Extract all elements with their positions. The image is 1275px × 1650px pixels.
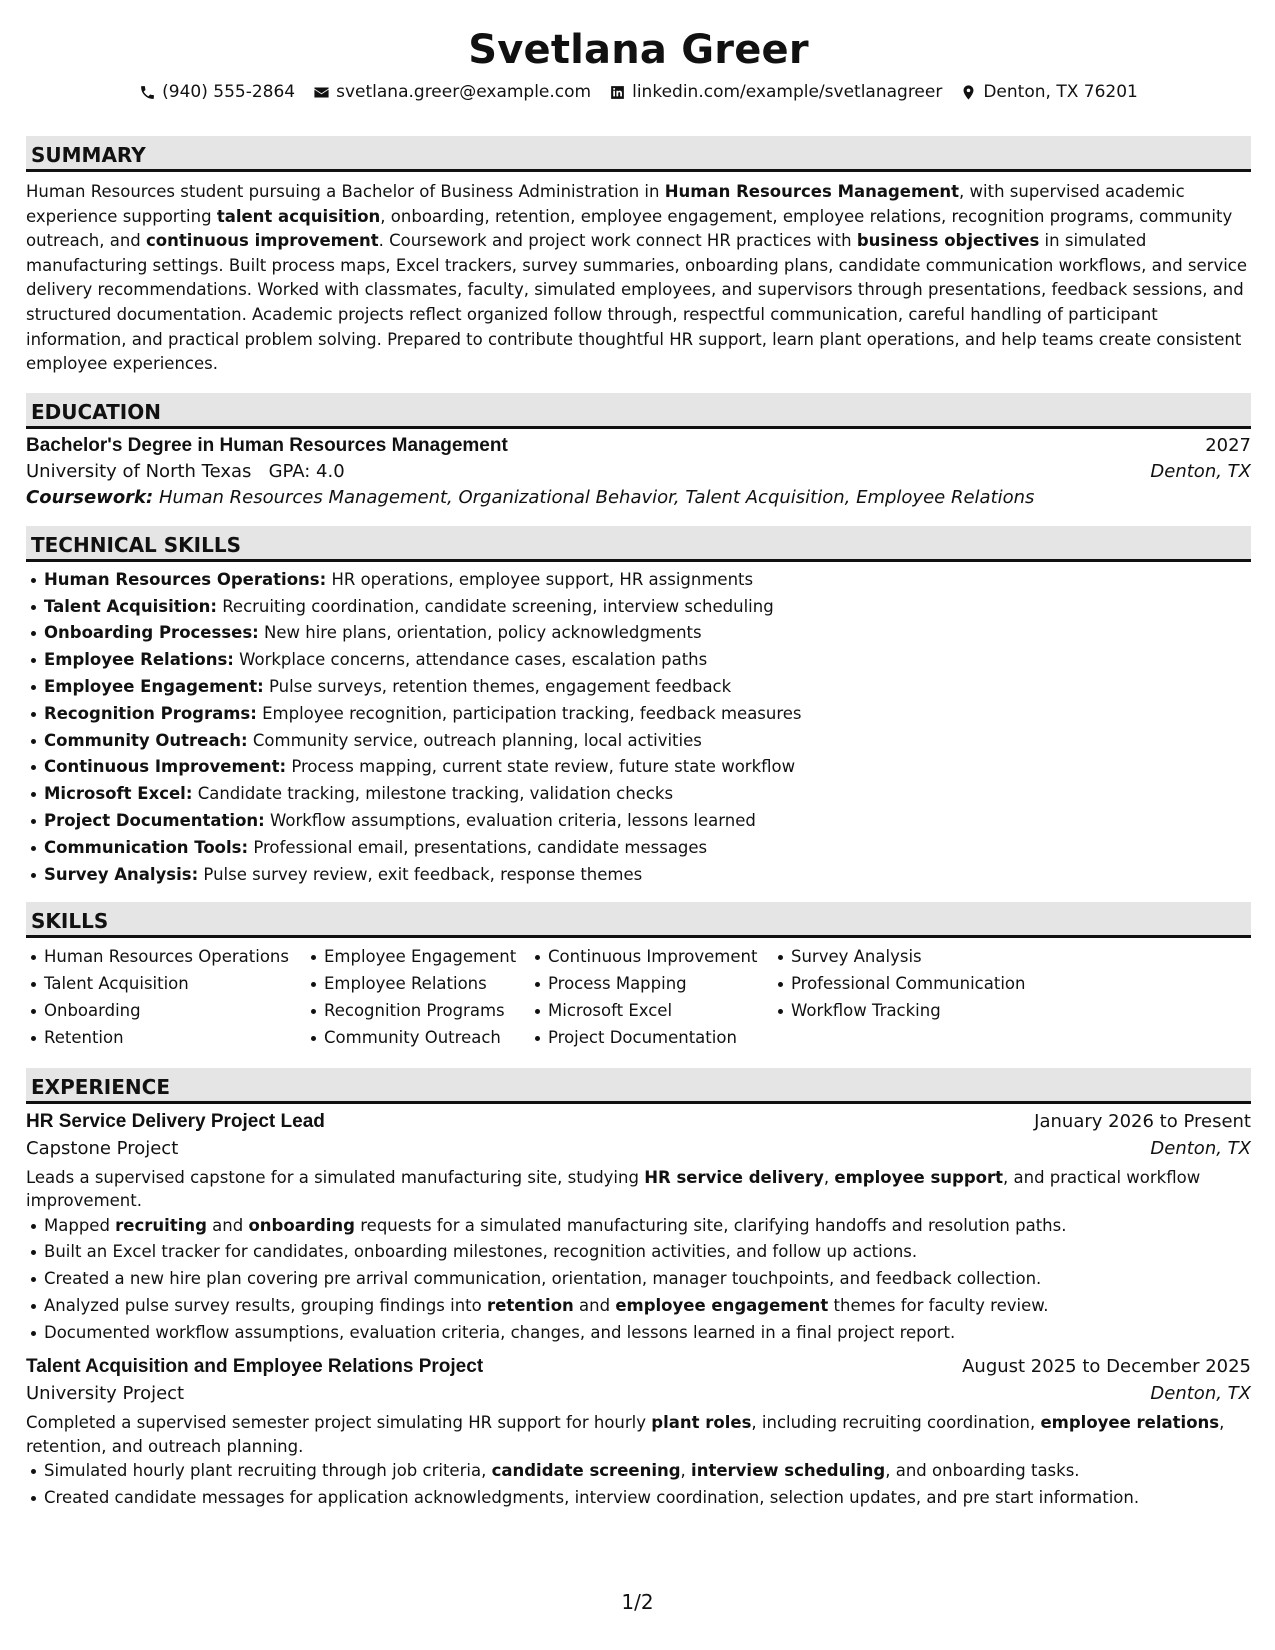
job-bullet bbox=[44, 1266, 1251, 1293]
technical-skill-item bbox=[44, 862, 1251, 889]
body-text: Simulated hourly plant recruiting through job criteria, bbox=[44, 1461, 492, 1481]
body-text: themes for faculty review. bbox=[828, 1295, 1049, 1315]
skill-item: Employee Engagement bbox=[324, 944, 530, 971]
job-bullet bbox=[44, 1320, 1251, 1347]
emphasis-text: employee relations bbox=[1040, 1413, 1220, 1433]
summary-heading: SUMMARY bbox=[26, 136, 1251, 172]
job-bullet bbox=[44, 1213, 1251, 1240]
contact-bar bbox=[26, 80, 1251, 104]
technical-skill-item bbox=[44, 808, 1251, 835]
body-text: Leads a supervised capstone for a simulated manufacturing site, studying bbox=[26, 1167, 645, 1187]
body-text: , with supervised academic experience supporting bbox=[26, 182, 1185, 226]
contact-linkedin[interactable] bbox=[609, 80, 942, 104]
school-name: University of North Texas bbox=[26, 460, 252, 482]
coursework-line bbox=[26, 487, 1251, 508]
linkedin-link[interactable]: linkedin.com/example/svetlanagreer bbox=[632, 82, 943, 102]
skill-details: Pulse survey review, exit feedback, response themes bbox=[203, 864, 643, 884]
skill-item: Professional Communication bbox=[791, 971, 1033, 998]
skill-details: Workflow assumptions, evaluation criteria, lessons learned bbox=[270, 810, 756, 830]
emphasis-text: business objectives bbox=[856, 231, 1040, 251]
skill-details: Pulse surveys, retention themes, engagement feedback bbox=[268, 676, 732, 696]
job-dates: August 2025 to December 2025 bbox=[962, 1356, 1251, 1378]
job-bullet bbox=[44, 1239, 1251, 1266]
job-summary bbox=[26, 1166, 1251, 1213]
skill-item: Recognition Programs bbox=[324, 998, 530, 1025]
job-title: HR Service Delivery Project Lead bbox=[26, 1110, 325, 1132]
emphasis-text: employee engagement bbox=[615, 1295, 829, 1315]
emphasis-text: continuous improvement bbox=[146, 231, 379, 251]
skill-category: Project Documentation: bbox=[44, 810, 265, 830]
skill-details: Candidate tracking, milestone tracking, validation checks bbox=[197, 784, 674, 804]
skill-category: Recognition Programs: bbox=[44, 703, 257, 723]
phone-icon bbox=[139, 84, 156, 101]
technical-skill-item bbox=[44, 620, 1251, 647]
emphasis-text: Human Resources Management bbox=[664, 182, 960, 201]
skill-details: Employee recognition, participation tracking, feedback measures bbox=[262, 703, 802, 723]
skill-details: Professional email, presentations, candidate messages bbox=[253, 837, 708, 857]
technical-skills-heading: TECHNICAL SKILLS bbox=[26, 526, 1251, 562]
body-text: . Coursework and project work connect HR practices with bbox=[378, 231, 857, 251]
skill-item: Continuous Improvement bbox=[548, 944, 773, 971]
organization: University Project bbox=[26, 1383, 185, 1405]
technical-skill-item bbox=[44, 594, 1251, 621]
resume-page bbox=[26, 0, 1251, 1512]
body-text: Analyzed pulse survey results, grouping findings into bbox=[44, 1295, 487, 1315]
skill-category: Employee Engagement: bbox=[44, 676, 264, 696]
coursework-label: Coursework: bbox=[26, 486, 154, 508]
skill-item: Survey Analysis bbox=[791, 944, 1033, 971]
body-text: Mapped bbox=[44, 1215, 116, 1235]
emphasis-text: interview scheduling bbox=[691, 1461, 886, 1481]
emphasis-text: employee support bbox=[834, 1167, 1004, 1187]
job-dates: January 2026 to Present bbox=[1034, 1110, 1251, 1132]
body-text: , including recruiting coordination, bbox=[751, 1413, 1041, 1433]
body-text: Created candidate messages for application acknowledgments, interview coordination, selection updates, and pre start information. bbox=[44, 1488, 1140, 1508]
skills-column bbox=[306, 944, 530, 1051]
skill-category: Talent Acquisition: bbox=[44, 596, 217, 616]
emphasis-text: HR service delivery bbox=[644, 1167, 824, 1187]
skill-details: Recruiting coordination, candidate screening, interview scheduling bbox=[222, 596, 774, 616]
contact-location bbox=[960, 80, 1138, 104]
skill-category: Continuous Improvement: bbox=[44, 757, 287, 777]
emphasis-text: candidate screening bbox=[491, 1461, 681, 1481]
emphasis-text: retention bbox=[487, 1295, 574, 1315]
body-text: Built an Excel tracker for candidates, onboarding milestones, recognition activities, and follow up actions. bbox=[44, 1242, 918, 1262]
body-text: Completed a supervised semester project simulating HR support for hourly bbox=[26, 1413, 652, 1433]
skill-category: Community Outreach: bbox=[44, 730, 248, 750]
experience-entry bbox=[26, 1111, 1251, 1347]
emphasis-text: onboarding bbox=[248, 1215, 355, 1235]
degree-title: Bachelor's Degree in Human Resources Management bbox=[26, 434, 508, 456]
skill-item: Project Documentation bbox=[548, 1025, 773, 1052]
skill-category: Communication Tools: bbox=[44, 837, 249, 857]
body-text: Human Resources student pursuing a Bachelor of Business Administration in bbox=[26, 182, 665, 201]
body-text: Documented workflow assumptions, evaluation criteria, changes, and lessons learned in a final project report. bbox=[44, 1322, 956, 1342]
contact-phone bbox=[139, 80, 295, 104]
technical-skill-item bbox=[44, 701, 1251, 728]
skills-column bbox=[26, 944, 306, 1051]
location-text: Denton, TX 76201 bbox=[983, 82, 1138, 102]
technical-skill-item bbox=[44, 728, 1251, 755]
skill-details: Process mapping, current state review, future state workflow bbox=[291, 757, 796, 777]
job-bullets bbox=[26, 1213, 1251, 1347]
graduation-year: 2027 bbox=[1205, 434, 1251, 456]
map-pin-icon bbox=[960, 84, 977, 101]
job-title: Talent Acquisition and Employee Relations Project bbox=[26, 1356, 484, 1378]
phone-text: (940) 555-2864 bbox=[162, 82, 296, 102]
skills-heading: SKILLS bbox=[26, 902, 1251, 938]
body-text: requests for a simulated manufacturing site, clarifying handoffs and resolution paths. bbox=[355, 1215, 1067, 1235]
body-text: Created a new hire plan covering pre arrival communication, orientation, manager touchpoints, and feedback collection. bbox=[44, 1269, 1042, 1289]
technical-skill-item bbox=[44, 647, 1251, 674]
body-text: in simulated manufacturing settings. Built process maps, Excel trackers, survey summaries, onboarding plans, candidate communication workflows, and service delivery recommendations. Worked with classmates, faculty, simulated employees, and supervisors through presentations, feedback sessions, and structured documentation. Academic projects reflect organized follow through, respectful communication, careful handling of participant information, and practical problem solving. Prepared to contribute thoughtful HR support, learn plant operations, and help teams create consistent employee experiences. bbox=[26, 231, 1248, 374]
skill-category: Onboarding Processes: bbox=[44, 623, 259, 643]
job-bullet bbox=[44, 1458, 1251, 1485]
experience-heading: EXPERIENCE bbox=[26, 1068, 1251, 1104]
body-text: , and onboarding tasks. bbox=[885, 1461, 1080, 1481]
technical-skills-list bbox=[26, 567, 1251, 889]
skill-item: Retention bbox=[44, 1025, 306, 1052]
linkedin-icon bbox=[609, 84, 626, 101]
job-location: Denton, TX bbox=[1150, 1137, 1251, 1159]
candidate-name: Svetlana Greer bbox=[468, 27, 809, 73]
experience-entry bbox=[26, 1356, 1251, 1512]
body-text: and bbox=[206, 1215, 249, 1235]
job-bullet bbox=[44, 1293, 1251, 1320]
body-text: and bbox=[573, 1295, 616, 1315]
page-number: 1/2 bbox=[621, 1590, 654, 1614]
school-location: Denton, TX bbox=[1150, 460, 1251, 482]
education-heading: EDUCATION bbox=[26, 393, 1251, 429]
skill-details: Community service, outreach planning, local activities bbox=[252, 730, 702, 750]
skill-category: Survey Analysis: bbox=[44, 864, 199, 884]
emphasis-text: recruiting bbox=[115, 1215, 207, 1235]
body-text: , bbox=[823, 1167, 835, 1187]
skill-item: Employee Relations bbox=[324, 971, 530, 998]
skill-item: Talent Acquisition bbox=[44, 971, 306, 998]
skill-item: Community Outreach bbox=[324, 1025, 530, 1052]
contact-email[interactable] bbox=[313, 80, 591, 104]
organization: Capstone Project bbox=[26, 1137, 179, 1159]
summary-text bbox=[26, 180, 1251, 377]
skill-item: Human Resources Operations bbox=[44, 944, 306, 971]
skill-details: HR operations, employee support, HR assignments bbox=[331, 569, 754, 589]
skill-item: Onboarding bbox=[44, 998, 306, 1025]
job-bullets bbox=[26, 1458, 1251, 1512]
skill-details: New hire plans, orientation, policy acknowledgments bbox=[264, 623, 702, 643]
body-text: , and practical workflow improvement. bbox=[26, 1167, 1201, 1210]
skill-details: Workplace concerns, attendance cases, escalation paths bbox=[239, 650, 708, 670]
skill-category: Human Resources Operations: bbox=[44, 569, 327, 589]
envelope-icon bbox=[313, 84, 330, 101]
body-text: , retention, and outreach planning. bbox=[26, 1413, 1225, 1456]
body-text: , bbox=[680, 1461, 692, 1481]
technical-skill-item bbox=[44, 781, 1251, 808]
school-line bbox=[26, 461, 345, 482]
job-location: Denton, TX bbox=[1150, 1383, 1251, 1405]
skill-item: Workflow Tracking bbox=[791, 998, 1033, 1025]
skill-item: Process Mapping bbox=[548, 971, 773, 998]
skill-item: Microsoft Excel bbox=[548, 998, 773, 1025]
email-link[interactable]: svetlana.greer@example.com bbox=[336, 82, 592, 102]
skill-category: Employee Relations: bbox=[44, 650, 234, 670]
emphasis-text: talent acquisition bbox=[216, 206, 381, 226]
skills-column bbox=[530, 944, 773, 1051]
technical-skill-item bbox=[44, 754, 1251, 781]
body-text: , onboarding, retention, employee engagement, employee relations, recognition programs, community outreach, and bbox=[26, 206, 1233, 251]
technical-skill-item bbox=[44, 674, 1251, 701]
job-bullet bbox=[44, 1485, 1251, 1512]
skill-category: Microsoft Excel: bbox=[44, 784, 193, 804]
education-entry bbox=[26, 435, 1251, 508]
skills-grid bbox=[26, 944, 1251, 1051]
emphasis-text: plant roles bbox=[651, 1413, 752, 1433]
experience-list bbox=[26, 1111, 1251, 1513]
coursework-list: Human Resources Management, Organizational Behavior, Talent Acquisition, Employee Relations bbox=[158, 486, 1035, 508]
technical-skill-item bbox=[44, 835, 1251, 862]
gpa: GPA: 4.0 bbox=[268, 460, 345, 482]
technical-skill-item bbox=[44, 567, 1251, 594]
skills-column bbox=[773, 944, 1033, 1051]
job-summary bbox=[26, 1411, 1251, 1458]
